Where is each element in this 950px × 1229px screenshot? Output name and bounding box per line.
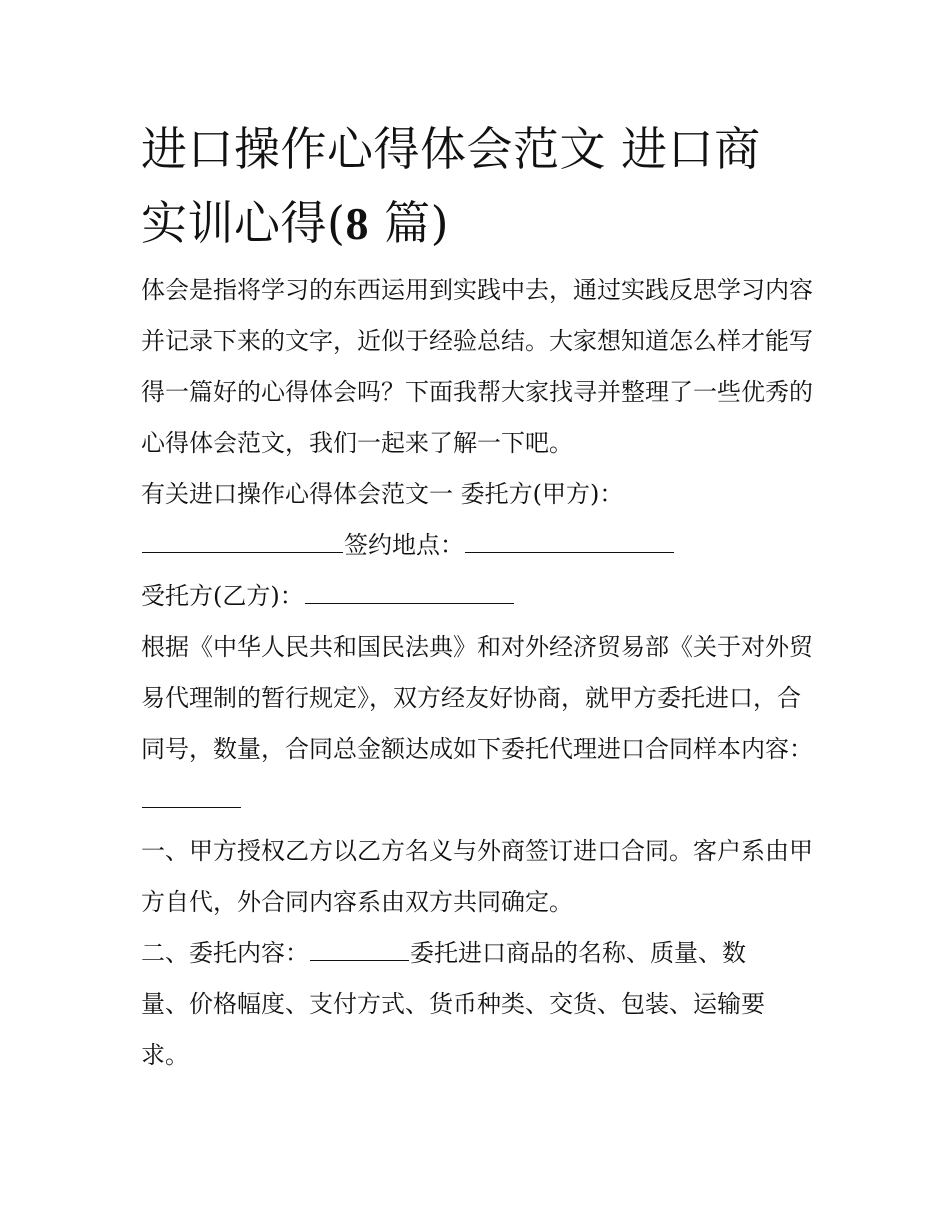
title-line-1: 进口操作心得体会范文 进口商 <box>141 122 761 176</box>
clause-2-prefix: 二、委托内容： <box>141 939 309 967</box>
document-page <box>141 112 821 1081</box>
principal-blank <box>142 532 343 553</box>
basis-paragraph <box>141 622 821 826</box>
sign-place-label: 签约地点： <box>344 531 464 559</box>
trustee-blank <box>305 583 514 604</box>
title-line-2-number: 8 <box>345 198 369 249</box>
clause-2-line-2: 量、价格幅度、支付方式、货币种类、交货、包装、运输要 <box>141 990 765 1018</box>
clause-2-line-1: 委托进口商品的名称、质量、数 <box>410 939 746 967</box>
sign-place-blank <box>465 532 674 553</box>
title-line-2-prefix: 实训心得( <box>141 196 346 250</box>
clause-2-blank <box>310 940 409 961</box>
contract-content-blank <box>142 787 241 808</box>
clause-1: 一、甲方授权乙方以乙方名义与外商签订进口合同。客户系由甲方自代，外合同内容系由双方共同确定。 <box>141 837 813 916</box>
basis-text: 根据《中华人民共和国民法典》和对外经济贸易部《关于对外贸易代理制的暂行规定》，双方经友好协商，就甲方委托进口，合同号，数量，合同总金额达成如下委托代理进口合同样本内容： <box>141 633 813 763</box>
intro-paragraph: 体会是指将学习的东西运用到实践中去，通过实践反思学习内容并记录下来的文字，近似于经验总结。大家想知道怎么样才能写得一篇好的心得体会吗？下面我帮大家找寻并整理了一些优秀的心得体会范文，我们一起来了解一下吧。 <box>141 276 813 457</box>
trustee-line <box>141 571 821 622</box>
sign-place-line <box>141 520 821 571</box>
trustee-label: 受托方(乙方)： <box>141 582 304 610</box>
document-title <box>141 112 821 261</box>
clause-2-line-3: 求。 <box>141 1041 189 1069</box>
section-1-heading: 有关进口操作心得体会范文一 委托方(甲方)： <box>141 480 624 508</box>
clause-2 <box>141 928 821 1081</box>
title-line-2-suffix: 篇) <box>368 196 450 250</box>
